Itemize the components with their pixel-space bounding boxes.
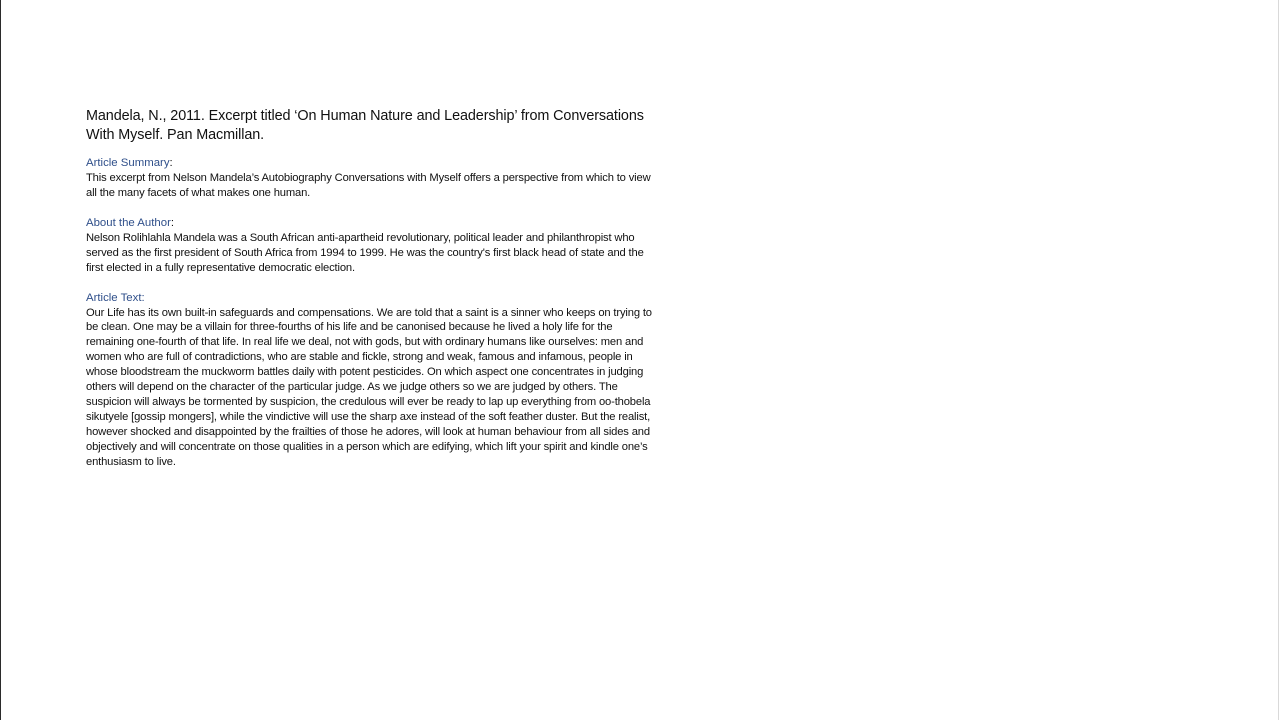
article-summary-heading-text: Article Summary bbox=[86, 157, 170, 169]
article-text-heading-text: Article Text: bbox=[86, 291, 145, 304]
about-author-section bbox=[86, 216, 661, 276]
article-summary-heading bbox=[86, 156, 661, 171]
citation-reference: Mandela, N., 2011. Excerpt titled ‘On Human Nature and Leadership’ from Conversations With Myself. Pan Macmillan. bbox=[86, 108, 644, 143]
about-author-heading bbox=[86, 216, 661, 231]
article-text-heading bbox=[86, 291, 661, 306]
about-author-heading-text: About the Author bbox=[86, 216, 171, 229]
about-author-heading-colon: : bbox=[170, 216, 175, 229]
about-author-text: Nelson Rolihlahla Mandela was a South African anti-apartheid revolutionary, political leader and philanthropist who served as the first president of South Africa from 1994 to 1999. He was the country's first black head of state and the first elected in a fully representative democratic election. bbox=[86, 231, 644, 274]
article-text-body: Our Life has its own built-in safeguards and compensations. We are told that a saint is a sinner who keeps on trying to be clean. One may be a villain for three-fourths of his life and be canonised because he lived a holy life for the remaining one-fourth of that life. In real life we deal, not with gods, but with ordinary humans like ourselves: men and women who are full of contradictions, who are stable and fickle, strong and weak, famous and infamous, people in whose bloodstream the muckworm battles daily with potent pesticides. On which aspect one concentrates in judging others will depend on the character of the particular judge. As we judge others so we are judged by others. The suspicion will always be tormented by suspicion, the credulous will ever be ready to lap up everything from oo-thobela sikutyele [gossip mongers], while the vindictive will use the sharp axe instead of the soft feather duster. But the realist, however shocked and disappointed by the frailties of those he adores, will look at human behaviour from all sides and objectively and will concentrate on those qualities in a person which are edifying, which lift your spirit and kindle one’s enthusiasm to live. bbox=[86, 306, 652, 468]
article-summary-section bbox=[86, 156, 661, 201]
article-summary-heading-colon: : bbox=[169, 157, 173, 169]
article-summary-text: This excerpt from Nelson Mandela’s Autobiography Conversations with Myself offers a perspective from which to view all the many facets of what makes one human. bbox=[86, 172, 651, 199]
document-body bbox=[86, 107, 661, 485]
article-text-section bbox=[86, 291, 661, 470]
